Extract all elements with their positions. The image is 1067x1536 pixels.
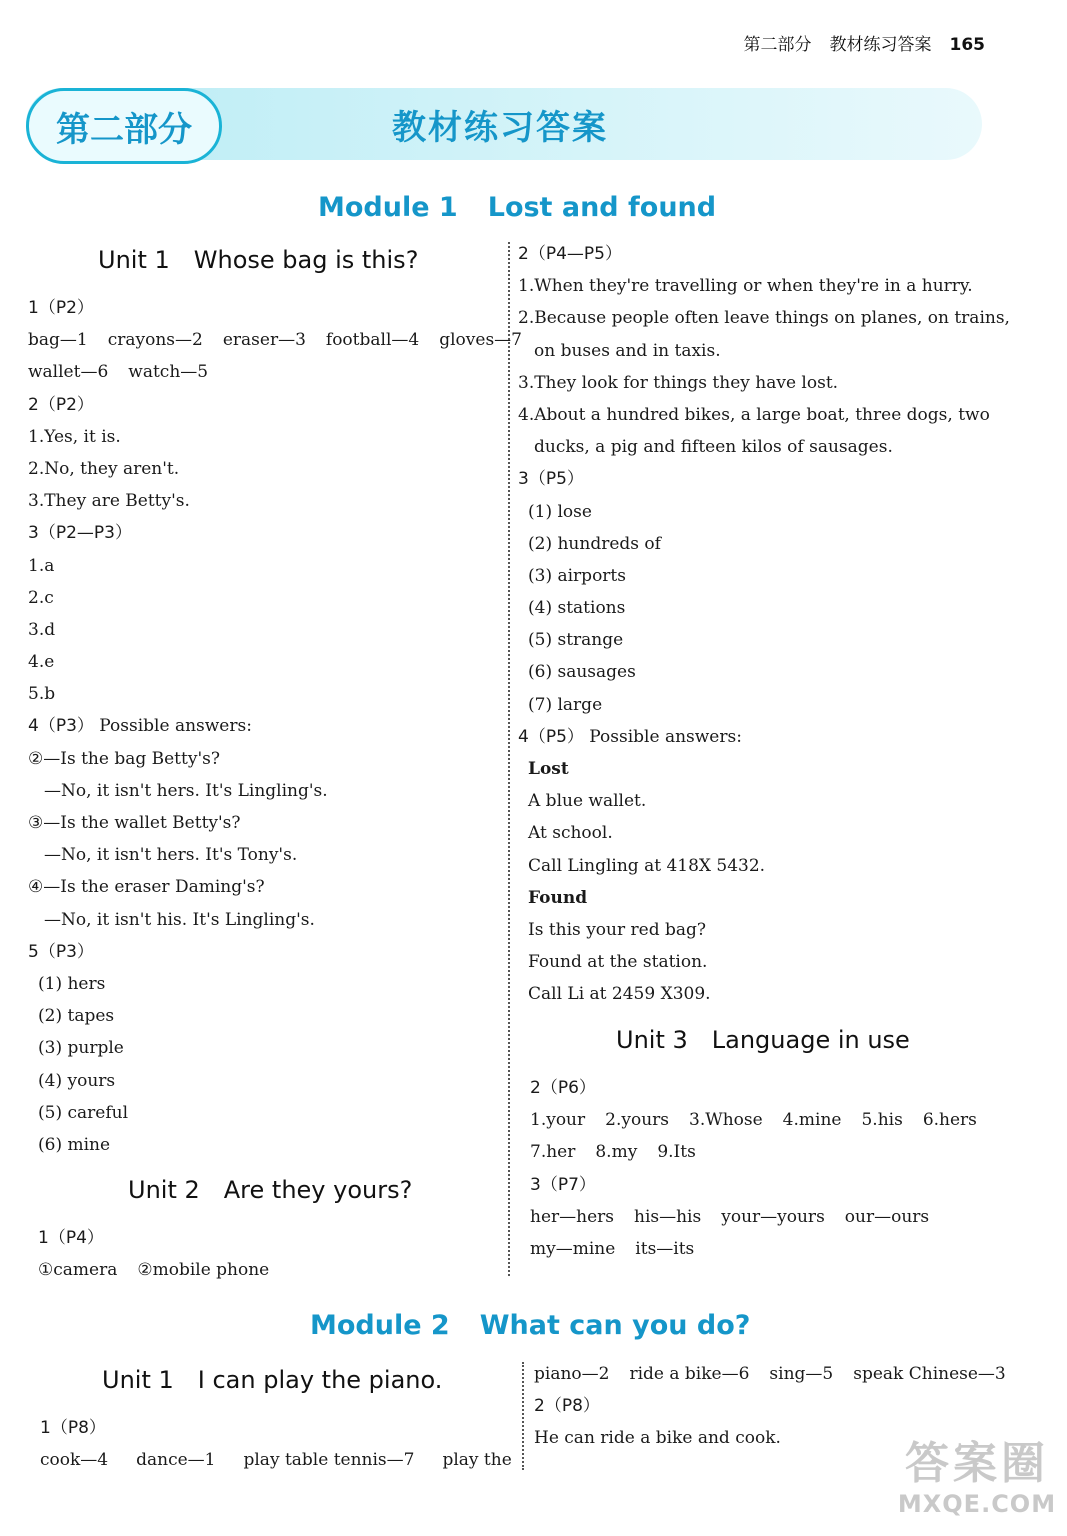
answer-line: wallet—6 watch—5	[28, 362, 209, 383]
page-number: 165	[949, 35, 985, 55]
answer-line: ducks, a pig and fifteen kilos of sausages.	[534, 437, 893, 458]
part-pill: 第二部分	[26, 88, 222, 164]
answer-line: 4.e	[28, 652, 55, 673]
header-part: 第二部分	[743, 35, 812, 55]
column-divider	[508, 242, 510, 1276]
section-label: 2（P8）	[534, 1396, 600, 1417]
m2-left-column	[40, 1412, 510, 1476]
running-header	[726, 30, 986, 55]
m1-unit-3-heading	[616, 1026, 910, 1054]
found-heading: Found	[528, 887, 588, 908]
answer-line: (5) strange	[528, 630, 624, 651]
answer-line: Found at the station.	[528, 952, 708, 973]
section-label: 3（P7）	[530, 1174, 596, 1195]
module-2-heading	[310, 1310, 750, 1341]
watermark-text: 答案圈	[905, 1438, 1049, 1489]
answer-line: (1) hers	[38, 973, 106, 994]
header-section: 教材练习答案	[829, 35, 932, 55]
watermark-url: MXQE.COM	[897, 1490, 1057, 1518]
answer-line: (2) hundreds of	[528, 533, 661, 554]
unit-number: Unit 3	[616, 1026, 688, 1054]
answer-line: At school.	[528, 823, 613, 844]
column-divider	[522, 1362, 524, 1470]
module-2-number: Module 2	[310, 1310, 450, 1341]
banner-title: 教材练习答案	[392, 108, 608, 148]
answer-line: (3) airports	[528, 565, 626, 586]
answer-line: (7) large	[528, 694, 603, 715]
answer-line: ④—Is the eraser Daming's?	[28, 877, 265, 898]
section-label: 2（P4—P5）	[518, 244, 622, 264]
left-column-unit-2	[38, 1222, 498, 1286]
section-label: 4（P5） Possible answers:	[518, 726, 742, 747]
answer-line: 1.a	[28, 555, 55, 576]
module-1-title: Lost and found	[487, 192, 717, 223]
section-label: 3（P2—P3）	[28, 523, 132, 544]
right-column-unit-3	[530, 1072, 1000, 1265]
answer-line: (3) purple	[38, 1038, 124, 1059]
answer-line: (6) mine	[38, 1134, 111, 1155]
answer-line: (1) lose	[528, 501, 592, 522]
answer-line: 1.your 2.yours 3.Whose 4.mine 5.his 6.hers	[530, 1110, 977, 1131]
answer-line: 3.They are Betty's.	[28, 491, 190, 512]
answer-line: (5) careful	[38, 1102, 129, 1123]
m1-unit-1-heading	[98, 246, 418, 274]
answer-line: A blue wallet.	[528, 791, 647, 812]
watermark-logo	[897, 1438, 1057, 1528]
answer-line: ③—Is the wallet Betty's?	[28, 813, 241, 833]
unit-title: Language in use	[711, 1026, 910, 1054]
lost-heading: Lost	[528, 759, 569, 779]
answer-line: ②—Is the bag Betty's?	[28, 748, 220, 769]
answer-line: (4) yours	[38, 1070, 116, 1091]
answer-line: 5.b	[28, 684, 56, 705]
answer-line: Call Li at 2459 X309.	[528, 984, 711, 1005]
answer-line: bag—1 crayons—2 eraser—3 football—4 gloves—7	[28, 330, 522, 351]
answer-line: on buses and in taxis.	[534, 340, 721, 361]
answer-line: Is this your red bag?	[528, 919, 706, 940]
answer-line: Call Lingling at 418X 5432.	[528, 855, 766, 876]
section-label: 1（P2）	[28, 298, 94, 318]
unit-title: Whose bag is this?	[193, 246, 419, 274]
unit-title: I can play the piano.	[197, 1366, 443, 1394]
module-1-heading	[318, 192, 716, 223]
answer-line: (4) stations	[528, 598, 626, 619]
answer-line: 2.No, they aren't.	[28, 458, 180, 479]
section-label: 2（P6）	[530, 1078, 596, 1098]
section-label: 5（P3）	[28, 941, 94, 962]
answer-line: 4.About a hundred bikes, a large boat, three dogs, two	[518, 404, 990, 425]
answer-line: piano—2 ride a bike—6 sing—5 speak Chinese—3	[534, 1364, 1006, 1384]
right-column	[518, 238, 1010, 1011]
section-label: 1（P8）	[40, 1418, 106, 1438]
answer-line: ①camera ②mobile phone	[38, 1260, 270, 1281]
answer-line: 2.Because people often leave things on planes, on trains,	[518, 308, 1010, 329]
answer-line: He can ride a bike and cook.	[534, 1428, 781, 1449]
answer-line: (2) tapes	[38, 1006, 115, 1027]
section-label: 1（P4）	[38, 1228, 104, 1248]
answer-line: 7.her 8.my 9.Its	[530, 1142, 696, 1163]
m1-unit-2-heading	[128, 1176, 412, 1204]
answer-line: —No, it isn't his. It's Lingling's.	[44, 909, 315, 930]
answer-line: 1.When they're travelling or when they're in a hurry.	[518, 276, 973, 297]
section-label: 3（P5）	[518, 469, 584, 490]
answer-line: (6) sausages	[528, 662, 636, 683]
unit-number: Unit 1	[98, 246, 170, 274]
m2-unit-1-heading	[102, 1366, 442, 1394]
answer-line: her—hers his—his your—yours our—ours	[530, 1206, 930, 1227]
section-label: 4（P3） Possible answers:	[28, 716, 252, 737]
unit-number: Unit 1	[102, 1366, 174, 1394]
module-1-number: Module 1	[318, 192, 458, 223]
answer-line: —No, it isn't hers. It's Lingling's.	[44, 780, 328, 801]
answer-line: 1.Yes, it is.	[28, 426, 121, 447]
answer-line: 3.d	[28, 619, 56, 640]
answer-line: —No, it isn't hers. It's Tony's.	[44, 845, 298, 866]
left-column	[28, 292, 522, 1161]
unit-number: Unit 2	[128, 1176, 200, 1204]
answer-line: my—mine its—its	[530, 1238, 695, 1259]
section-label: 2（P2）	[28, 394, 94, 415]
answer-line: 2.c	[28, 587, 54, 608]
unit-title: Are they yours?	[223, 1176, 413, 1204]
answer-line: 3.They look for things they have lost.	[518, 372, 839, 393]
module-2-title: What can you do?	[479, 1310, 751, 1341]
answer-line: cook—4 dance—1 play table tennis—7 play the	[40, 1450, 512, 1471]
